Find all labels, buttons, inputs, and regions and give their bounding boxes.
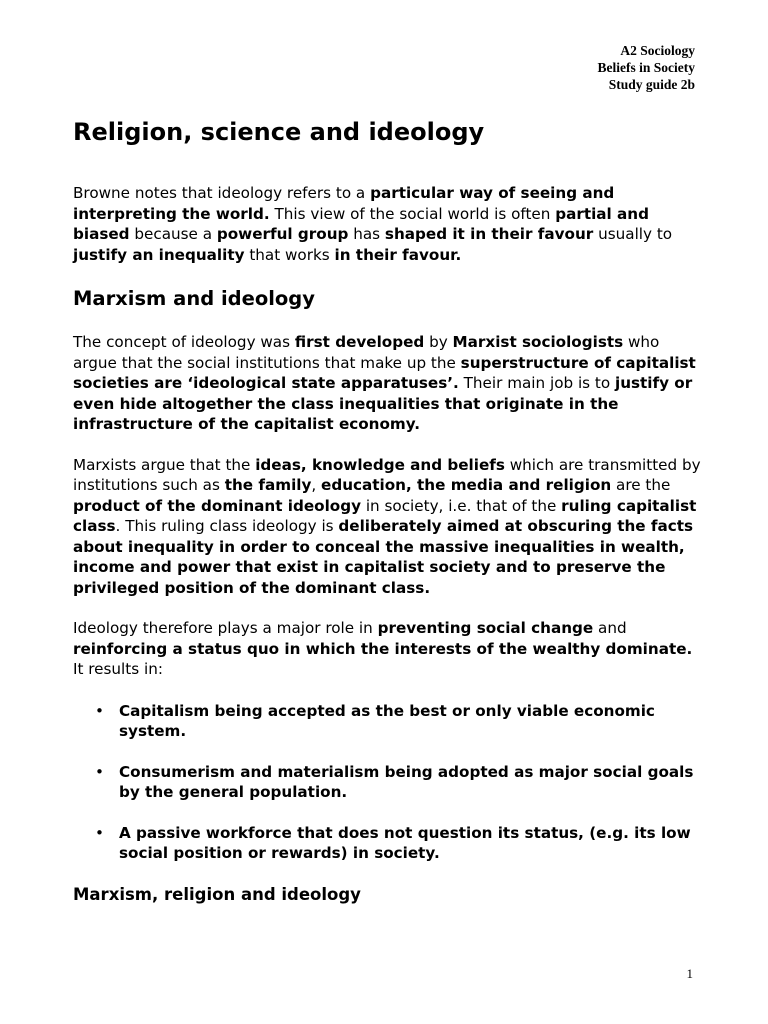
bold-text-run: reinforcing a status quo in which the interests of the wealthy dominate.: [73, 639, 693, 658]
bold-text-run: product of the dominant ideology: [73, 496, 361, 515]
page-number: 1: [686, 966, 693, 981]
text-run: in society, i.e. that of the: [361, 496, 562, 515]
header-guide: Study guide 2b: [608, 77, 695, 92]
bullet-icon: •: [95, 823, 104, 842]
bold-text-run: justify an inequality: [73, 245, 245, 264]
section-heading-marxism-religion: Marxism, religion and ideology: [73, 884, 361, 904]
text-run: which are transmitted by institutions such as: [73, 455, 701, 494]
bold-text-run: partial and biased: [73, 204, 649, 243]
text-run: This view of the social world is often: [269, 204, 556, 223]
text-run: The concept of ideology was: [73, 333, 295, 351]
section-heading-marxism-ideology: Marxism and ideology: [73, 287, 315, 310]
text-run: has: [348, 225, 385, 243]
bold-text-run: Marxist sociologists: [452, 333, 624, 351]
header-course: A2 Sociology: [620, 43, 695, 58]
results-list: [73, 701, 703, 864]
text-run: are the: [611, 476, 671, 494]
text-run: It results in:: [73, 660, 163, 678]
bold-text-run: particular way of seeing and interpreting the world.: [73, 184, 615, 223]
document-body: [73, 116, 703, 906]
bold-text-run: the family: [224, 476, 312, 494]
bullet-icon: •: [95, 701, 104, 720]
list-item-text: A passive workforce that does not question its status, (e.g. its low social position or rewards) in society.: [119, 823, 691, 862]
text-run: who argue that the social institutions that make up the: [73, 333, 660, 372]
text-run: Their main job is to: [458, 374, 615, 392]
page-title: Religion, science and ideology: [73, 118, 485, 146]
text-run: usually to: [593, 225, 673, 243]
paragraph-ideology-role: [73, 618, 703, 680]
bold-text-run: preventing social change: [377, 619, 594, 637]
list-item-text: Capitalism being accepted as the best or only viable economic system.: [119, 701, 655, 740]
text-run: and: [593, 619, 627, 637]
text-run: . This ruling class ideology is: [115, 517, 339, 535]
list-item: [73, 823, 703, 864]
list-item: [73, 762, 703, 803]
list-item: [73, 701, 703, 742]
bullet-icon: •: [95, 762, 104, 781]
text-run: because a: [129, 225, 217, 243]
bold-text-run: education, the media and religion: [321, 476, 612, 494]
bold-text-run: shaped it in their favour: [384, 225, 594, 243]
text-run: Marxists argue that the: [73, 455, 256, 474]
text-run: Browne notes that ideology refers to a: [73, 184, 371, 202]
paragraph-marxists-argue: [73, 455, 703, 599]
text-run: ,: [311, 476, 322, 494]
bold-text-run: deliberately aimed at obscuring the facts about inequality in order to conceal the massive inequalities in wealth, income and power that exist in capitalist society and to preserve the privileged position of the dominant class.: [73, 517, 694, 597]
bold-text-run: first developed: [294, 333, 425, 351]
header-topic: Beliefs in Society: [597, 60, 695, 75]
text-run: that works: [244, 245, 335, 264]
intro-paragraph: [73, 183, 703, 265]
bold-text-run: powerful group: [216, 225, 349, 243]
bold-text-run: in their favour.: [334, 245, 462, 264]
document-header: [598, 42, 696, 93]
text-run: Ideology therefore plays a major role in: [73, 619, 378, 637]
list-item-text: Consumerism and materialism being adopted as major social goals by the general population.: [119, 762, 694, 801]
bold-text-run: ideas, knowledge and beliefs: [255, 455, 505, 474]
bold-text-run: justify or even hide altogether the class inequalities that originate in the infrastructure of the capitalist economy.: [73, 374, 693, 433]
bold-text-run: superstructure of capitalist societies are ‘ideological state apparatuses’.: [73, 353, 696, 392]
paragraph-ideology-concept: [73, 332, 703, 435]
bold-text-run: ruling capitalist class: [73, 496, 697, 535]
text-run: by: [424, 333, 453, 351]
